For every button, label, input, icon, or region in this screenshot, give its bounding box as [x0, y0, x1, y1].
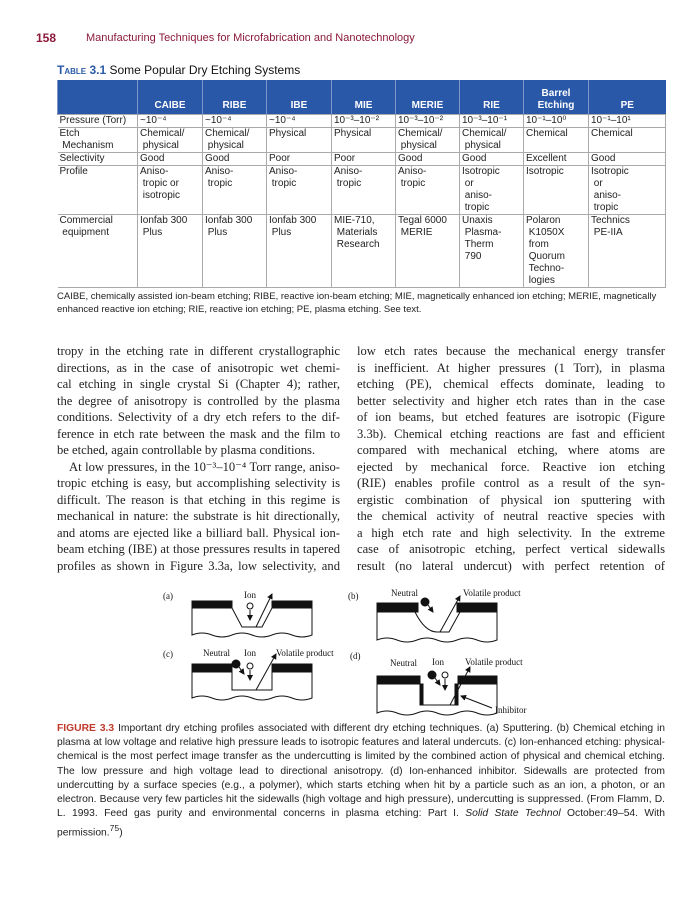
neutral-label: Neutral	[203, 648, 230, 658]
text-line-content: difficult. The reason is that etching in this regime is	[57, 492, 340, 507]
text-line-content: the degree of anisotropy is controlled by the plasma	[57, 393, 340, 408]
text-line-content: case of anisotropic etching, perfect vertical sidewalls	[357, 542, 665, 556]
table-cell: Chemical/ physical	[396, 128, 460, 153]
table-cell: Ionfab 300 Plus	[138, 215, 203, 288]
text-line-content: low etch rates because the mechanical energy transfer	[357, 344, 665, 358]
text-line-content: and atoms are ejected like a billiard ball. Physical ion-	[57, 525, 340, 540]
table-cell: Isotropic or aniso- tropic	[589, 166, 666, 215]
table-cell: 10⁻³–10⁻¹	[460, 115, 524, 128]
panel-b-label: (b)	[348, 591, 359, 601]
table-cell: Unaxis Plasma- Therm 790	[460, 215, 524, 288]
table-cell: 10⁻³–10⁻²	[396, 115, 460, 128]
table-cell: Physical	[267, 128, 332, 153]
table-cell: Isotropic	[524, 166, 589, 215]
text-line-content: ergistic combination of physical ion sputtering with	[357, 492, 665, 507]
panel-d-label: (d)	[350, 651, 361, 661]
table-cell: ~10⁻⁴	[267, 115, 332, 128]
table-cell: MIE-710, Materials Research	[332, 215, 396, 288]
text-line-content: tropic etching is easy, but accomplishing selectivity is	[57, 476, 340, 490]
table-cell: Aniso- tropic	[203, 166, 267, 215]
caption-close: )	[119, 827, 123, 839]
table-cell: Aniso- tropic	[267, 166, 332, 215]
caption-tail: October:49–54. With permission.	[57, 808, 665, 839]
table-cell: Good	[138, 153, 203, 166]
column-header: PE	[589, 80, 666, 115]
table-cell: Aniso- tropic or isotropic	[138, 166, 203, 215]
text-line-content: a high etch rate and high selectivity. In the extreme	[357, 525, 665, 540]
figure-label: FIGURE 3.3	[57, 723, 115, 734]
table-cell: Isotropic or aniso- tropic	[460, 166, 524, 215]
inhibitor-label: Inhibitor	[495, 705, 527, 715]
volatile-product-label: Volatile product	[465, 657, 523, 667]
table-title-text: Some Popular Dry Etching Systems	[109, 63, 301, 77]
column-header: CAIBE	[138, 80, 203, 115]
table-cell: Physical	[332, 128, 396, 153]
ion-label: Ion	[432, 657, 444, 667]
page-number: 158	[36, 31, 57, 45]
table-cell: 10⁻¹–10⁰	[524, 115, 589, 128]
text-line-content: beam etching (IBE) at those pressures results in tapered	[57, 542, 340, 556]
table-cell: Aniso- tropic	[332, 166, 396, 215]
table-cell: Chemical	[589, 128, 666, 153]
table-cell: Poor	[267, 153, 332, 166]
panel-a-sputtering	[192, 594, 312, 637]
table-cell: Good	[396, 153, 460, 166]
row-header: Etch Mechanism	[58, 128, 138, 153]
row-header: Pressure (Torr)	[58, 115, 138, 128]
table-cell: 10⁻¹–10¹	[589, 115, 666, 128]
table-cell: Ionfab 300 Plus	[267, 215, 332, 288]
table-cell: Chemical	[524, 128, 589, 153]
text-line-content: mechanical in nature: the substrate is hit directionally,	[57, 509, 340, 523]
panel-c-label: (c)	[163, 649, 173, 659]
table-cell: Aniso- tropic	[396, 166, 460, 215]
table-label: Table 3.1	[57, 63, 107, 77]
table-cell: Tegal 6000 MERIE	[396, 215, 460, 288]
text-line-content: be etched, again controllable by plasma conditions.	[57, 443, 316, 457]
table-cell: Good	[589, 153, 666, 166]
text-line-content: better selectivity and higher etch rates than in the case	[357, 393, 665, 408]
text-line-content: tropy in the etching rate in different crystallographic	[57, 344, 340, 358]
text-line-content: directions, as in the case of anisotropic wet chemi-	[57, 360, 340, 375]
text-line-content: ference in etch rate between the mask and the film to	[57, 426, 340, 441]
caption-text: Important dry etching profiles associated with different dry etching techniques. (a) Sputtering. (b) Chemical etching in plasma at low voltage and relative high pressure leads to isotropic features and lateral undercuts. (c) Ion-enhanced etching: physical-chemical is the most perfect image transfer as the undercutting is limited by the combined action of physical and chemical etching. The low pressure and high voltage lead to directional anisotropy. (d) Ion-enhanced inhibitor. Sidewalls are protected from undercutting by a surface species (e.g., a polymer), which starts etching when hit by a particle such as an ion, a photon, or an electron. Because very few particles hit the sidewalls (high voltage and high pressure), undercutting is suppressed. (From Flamm, D. L. 1993. Feed gas purity and environmental concerns in plasma etching: Part I.	[57, 723, 665, 820]
text-line-content: (RIE) enables profile control as a result of the syn-	[357, 476, 665, 490]
text-line-content: profiles as shown in Figure 3.3a, low selectivity, and	[57, 558, 340, 573]
table-cell: Ionfab 300 Plus	[203, 215, 267, 288]
panel-d-inhibitor	[377, 667, 497, 715]
table-cell: Poor	[332, 153, 396, 166]
column-header: RIE	[460, 80, 524, 115]
text-line-content: ejected by mechanical force. Reactive ion etching	[357, 459, 665, 474]
panel-b-chemical	[377, 596, 497, 642]
text-line-content: the chemical activity of neutral reactive species with	[357, 509, 665, 523]
column-header: IBE	[267, 80, 332, 115]
text-line-content: At low pressures, in the 10⁻³–10⁻⁴ Torr range, aniso-	[69, 459, 340, 474]
table-cell: Good	[460, 153, 524, 166]
text-line-content: result (no lateral undercut) with perfect retention of	[357, 558, 665, 573]
text-line-content: conditions. Selectivity of a dry etch refers to the dif-	[57, 410, 340, 424]
volatile-product-label: Volatile product	[463, 588, 521, 598]
table-footnote: CAIBE, chemically assisted ion-beam etching; RIBE, reactive ion-beam etching; MIE, magnetically enhanced ion etching; MERIE, magnetically enhanced reactive ion etching; RIE, reactive ion etching; PE, plasma etching. See text.	[57, 291, 657, 315]
text-line-content: etching (PE), chemical effects dominate, leading to	[357, 377, 665, 391]
table-cell: Good	[203, 153, 267, 166]
row-header: Commercial equipment	[58, 215, 138, 288]
table-cell: Chemical/ physical	[138, 128, 203, 153]
column-header: MIE	[332, 80, 396, 115]
panel-a-label: (a)	[163, 591, 173, 601]
table-cell: 10⁻³–10⁻²	[332, 115, 396, 128]
column-header: RIBE	[203, 80, 267, 115]
table-cell: Technics PE-IIA	[589, 215, 666, 288]
table-cell: ~10⁻⁴	[138, 115, 203, 128]
text-line-content: 3.3b). Chemical etching reactions are fast and efficient	[357, 426, 665, 441]
figure-caption	[57, 722, 665, 841]
text-line-content: of ion beams, but etched features are isotropic (Figure	[357, 410, 665, 424]
text-line-content: is inefficient. At higher pressures (1 Torr), in plasma	[357, 360, 665, 375]
text-line-content: compared with mechanical etching, where atoms are	[357, 443, 665, 457]
column-header: Barrel Etching	[524, 80, 589, 115]
table-cell: Chemical/ physical	[203, 128, 267, 153]
table-cell: Chemical/ physical	[460, 128, 524, 153]
neutral-label: Neutral	[391, 588, 418, 598]
row-header: Selectivity	[58, 153, 138, 166]
neutral-label: Neutral	[390, 658, 417, 668]
volatile-product-label: Volatile product	[276, 648, 334, 658]
row-header: Profile	[58, 166, 138, 215]
text-line-content: cal etching in single crystal Si (Chapter 4); rather,	[57, 377, 340, 391]
panel-c-ion-enhanced	[192, 654, 312, 700]
caption-reference: 75	[109, 823, 120, 834]
table-cell: Polaron K1050X from Quorum Techno- logies	[524, 215, 589, 288]
running-head: Manufacturing Techniques for Microfabrication and Nanotechnology	[86, 32, 415, 44]
table-cell: Excellent	[524, 153, 589, 166]
ion-label: Ion	[244, 648, 256, 658]
caption-journal: Solid State Technol	[465, 808, 561, 820]
ion-label: Ion	[244, 590, 256, 600]
table-cell: ~10⁻⁴	[203, 115, 267, 128]
column-header: MERIE	[396, 80, 460, 115]
